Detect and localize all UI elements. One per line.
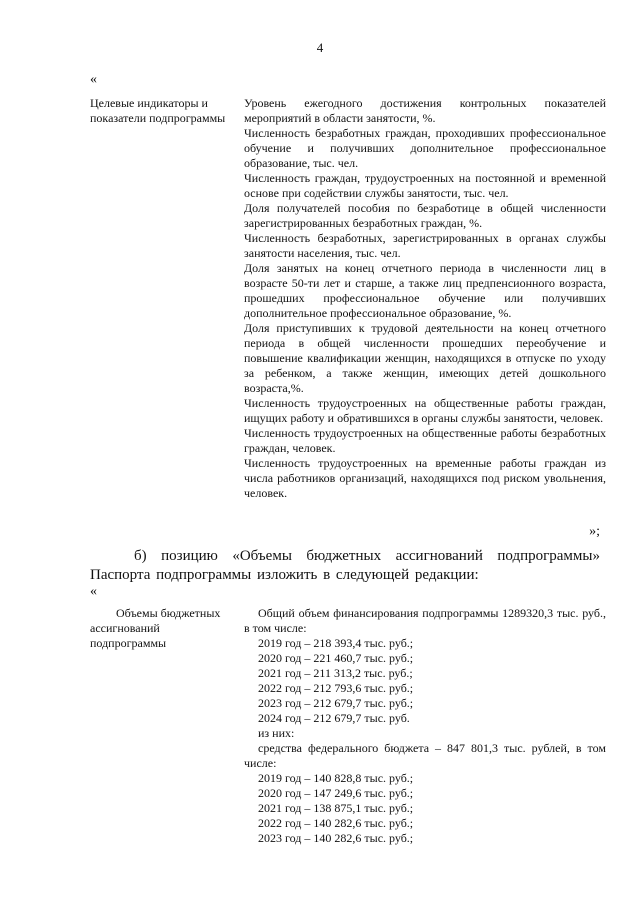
indicator-item: Численность трудоустроенных на общественные работы граждан, ищущих работу и обратившихся в органы службы занятости, человек. [244,396,606,425]
closing-quote-mark: »; [589,524,600,539]
federal-budget-total: средства федерального бюджета – 847 801,3 тыс. рублей, в том числе: [244,741,606,770]
budget-year-row: 2020 год – 221 460,7 тыс. руб.; [258,651,414,665]
budget-year-row: 2019 год – 218 393,4 тыс. руб.; [258,636,414,650]
budget-total: Общий объем финансирования подпрограммы 1289320,3 тыс. руб., в том числе: [244,606,606,635]
paragraph-b-text: б) позицию «Объемы бюджетных ассигнований подпрограммы» Паспорта подпрограммы изложить в следующей редакции: [90,548,600,583]
federal-year-row: 2020 год – 147 249,6 тыс. руб.; [258,786,414,800]
budget-details [244,606,606,846]
indicators-label: Целевые индикаторы и показатели подпрограммы [90,96,226,125]
indicator-item: Численность трудоустроенных на общественные работы безработных граждан, человек. [244,426,606,455]
page-number: 4 [316,40,324,55]
budget-year-row: 2023 год – 212 679,7 тыс. руб.; [258,696,414,710]
indicator-item: Уровень ежегодного достижения контрольных показателей мероприятий в области занятости, %. [244,96,606,125]
budget-year-row: 2022 год – 212 793,6 тыс. руб.; [258,681,414,695]
opening-quote-mark: « [90,72,97,87]
of-them-label: из них: [258,726,295,740]
indicator-item: Доля приступивших к трудовой деятельности на конец отчетного периода в общей численности прошедших переобучение и повышение квалификации женщин, находящихся в отпуске по уходу за ребенком, а также женщин, имеющих детей дошкольного возраста,%. [244,321,606,395]
indicator-item: Численность трудоустроенных на временные работы граждан из числа работников организаций, находящихся под риском увольнения, человек. [244,456,606,500]
federal-year-row: 2022 год – 140 282,6 тыс. руб.; [258,816,414,830]
indicator-item: Доля получателей пособия по безработице в общей численности зарегистрированных безработных граждан, %. [244,201,606,230]
paragraph-b [90,547,600,585]
indicators-list [244,96,606,501]
indicator-item: Численность безработных граждан, проходивших профессиональное обучение и получивших дополнительное профессиональное образование, тыс. чел. [244,126,606,170]
federal-year-row: 2021 год – 138 875,1 тыс. руб.; [258,801,414,815]
indicator-item: Численность граждан, трудоустроенных на постоянной и временной основе при содействии службы занятости, тыс. чел. [244,171,606,200]
opening-quote-mark-2: « [90,584,97,599]
indicator-item: Доля занятых на конец отчетного периода в численности лиц в возрасте 50-ти лет и старше, а также лиц предпенсионного возраста, прошедших профессиональное обучение или получивших дополнительное профессиональное образование, %. [244,261,606,320]
federal-year-row: 2023 год – 140 282,6 тыс. руб.; [258,831,414,845]
federal-year-row: 2019 год – 140 828,8 тыс. руб.; [258,771,414,785]
budget-year-row: 2021 год – 211 313,2 тыс. руб.; [258,666,413,680]
budget-year-row: 2024 год – 212 679,7 тыс. руб. [258,711,410,725]
indicator-item: Численность безработных, зарегистрированных в органах службы занятости населения, тыс. чел. [244,231,606,260]
budget-label: Объемы бюджетных ассигнований подпрограммы [90,606,221,650]
